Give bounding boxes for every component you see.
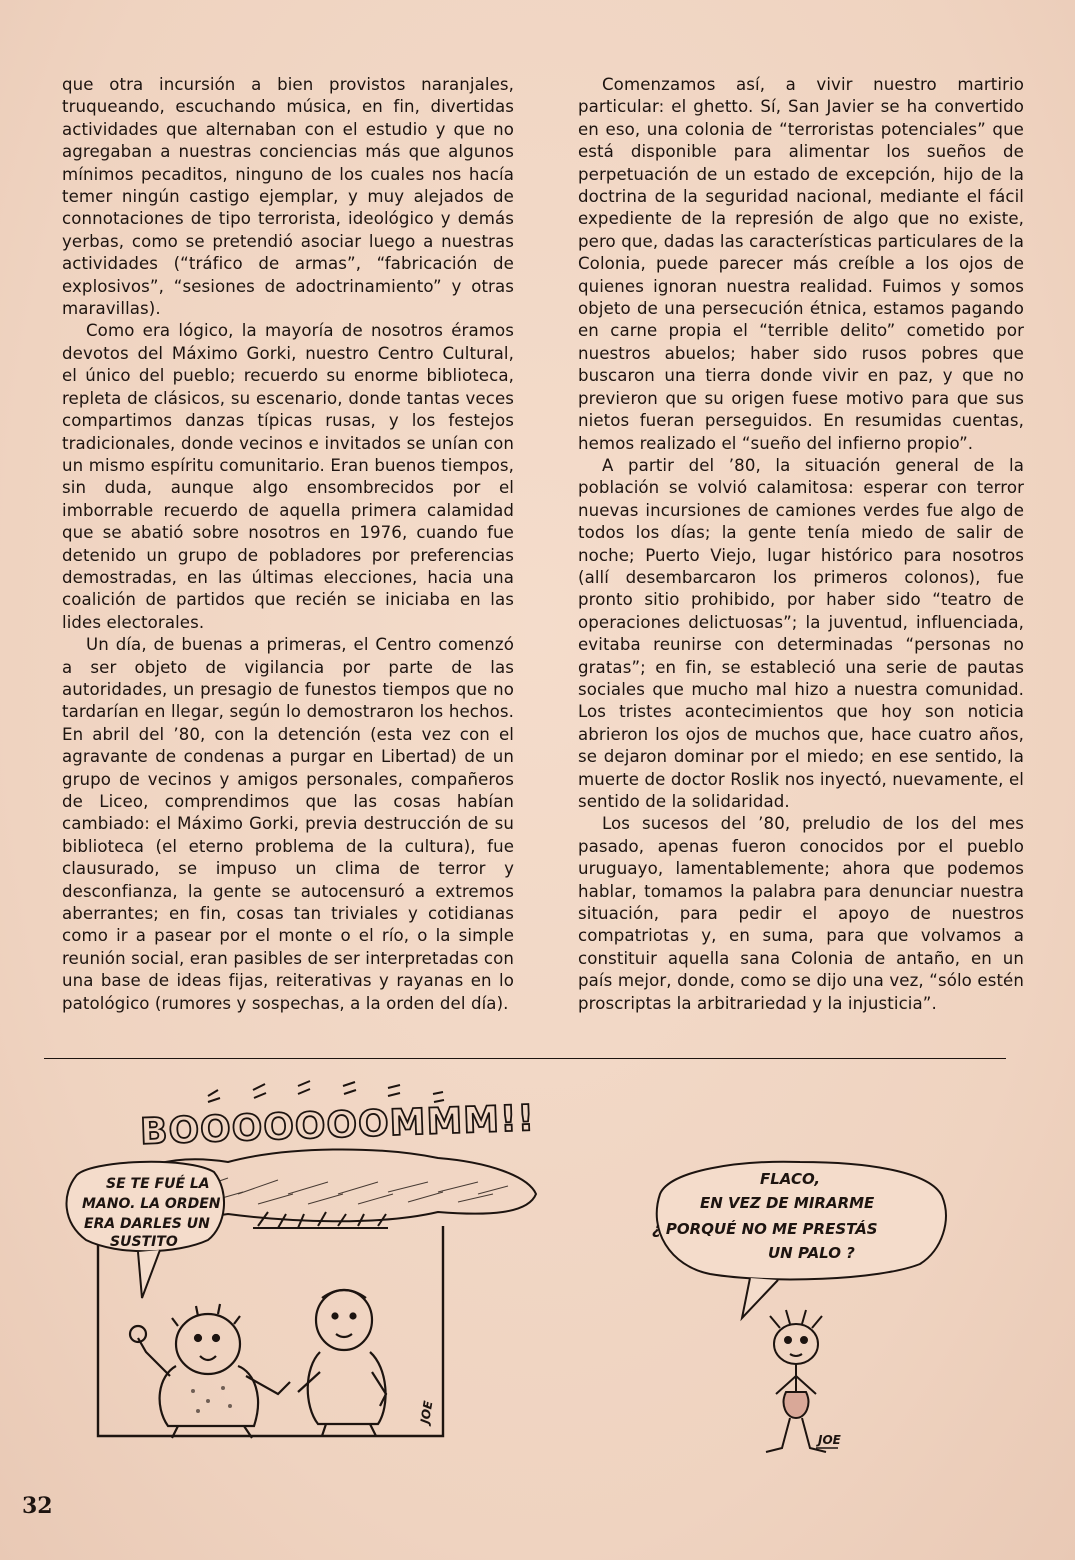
paragraph: Como era lógico, la mayoría de nosotros éramos devotos del Máximo Gorki, nuestro Centro Cultural, el único del pueblo; recuerdo su enorme biblioteca, repleta de clásicos, su escenario, donde tantas veces compartimos danzas típicas rusas, y los festejos tradicionales, donde vecinos e invitados se unían con un mismo espíritu comunitario. Eran buenos tiempos, sin duda, aunque algo ensombrecidos por el imborrable recuerdo de aquella primera calamidad que se abatió sobre nosotros en 1976, cuando fue detenido un grupo de pobladores por preferencias demostradas, en las últimas elecciones, hacia una coalición de partidos que recién se iniciaba en las lides electorales. xyxy=(62,321,514,632)
skinny-character-icon xyxy=(766,1310,826,1452)
explosion-cartoon xyxy=(58,1076,558,1466)
speech-line: EN VEZ DE MIRARME xyxy=(700,1194,875,1212)
motion-lines-icon xyxy=(208,1081,444,1102)
angry-soldier-figure-icon xyxy=(130,1304,290,1438)
speech-line: ERA DARLES UN xyxy=(84,1216,210,1232)
article-columns xyxy=(62,74,1024,1054)
right-column xyxy=(578,74,1024,1054)
artist-signature: JOE xyxy=(818,1433,841,1447)
page-number: 32 xyxy=(22,1493,53,1519)
boom-sound-text: BOOOOOOOMMM!! xyxy=(139,1098,536,1153)
worried-soldier-figure-icon xyxy=(298,1290,386,1436)
paragraph: Comenzamos así, a vivir nuestro martirio particular: el ghetto. Sí, San Javier se ha convertido en eso, una colonia de “terroristas potenciales” que está disponible para alimentar los sueños de perpetuación de un estado de excepción, hijo de la doctrina de la seguridad nacional, mediante el fácil expediente de la represión de algo que no existe, pero que, dadas las características particulares de la Colonia, puede parecer más creíble a los ojos de quienes ignoran nuestra realidad. Fuimos y somos objeto de una persecución étnica, estamos pagando en carne propia el “terrible delito” cometido por nuestros abuelos; haber sido rusos pobres que buscaron una tierra donde vivir en paz, y que no previeron que su origen fuese motivo para que sus nietos fueran perseguidos. En resumidas cuentas, hemos realizado el “sueño del infierno propio”. xyxy=(578,75,1024,453)
speech-line: FLACO, xyxy=(760,1170,821,1188)
speech-line: SE TE FUÉ LA xyxy=(106,1176,210,1192)
left-column xyxy=(62,74,514,1054)
speech-line: ¿ PORQUÉ NO ME PRESTÁS xyxy=(652,1220,878,1238)
paragraph: Los sucesos del ’80, preludio de los del mes pasado, apenas fueron conocidos por el pueblo uruguayo, lamentablemente; ahora que podemos hablar, tomamos la palabra para denunciar nuestra situación, para pedir el apoyo de nuestros compatriotas y, en suma, para que volvamos a constituir aquella sana Colonia de antaño, en un país mejor, donde, como se dijo una vez, “sólo estén proscriptas la arbitrariedad y la injusticia”. xyxy=(578,814,1024,1013)
artist-signature: JOE xyxy=(417,1399,436,1425)
speech-line: SUSTITO xyxy=(110,1234,178,1250)
divider-rule xyxy=(44,1058,1006,1059)
paragraph: A partir del ’80, la situación general de la población se volvió calamitosa: esperar con terror nuevas incursiones de camiones verdes fue algo de todos los días; la gente tenía miedo de salir de noche; Puerto Viejo, lugar histórico para nosotros (allí desembarcaron los primeros colonos), fue pronto sitio prohibido, por haber sido “teatro de operaciones delictuosas”; la juventud, influenciada, evitaba reunirse con determinadas “personas no gratas”; en fin, se estableció una serie de pautas sociales que mucho mal hizo a nuestra comunidad. Los tristes acontecimientos que hoy son noticia abrieron los ojos de muchos que, hace cuatro años, se dejaron dominar por el miedo; en ese sentido, la muerte de doctor Roslik nos inyectó, nuevamente, el sentido de la solidaridad. xyxy=(578,455,1024,811)
palo-cartoon xyxy=(630,1148,960,1478)
speech-line: UN PALO ? xyxy=(768,1244,855,1262)
paragraph: Un día, de buenas a primeras, el Centro comenzó a ser objeto de vigilancia por parte de las autoridades, un presagio de funestos tiempos que no tardarían en llegar, según lo demostraron los hechos. En abril del ’80, con la detención (esta vez con el agravante de condenas a purgar en Libertad) de un grupo de vecinos y amigos personales, compañeros de Liceo, comprendimos que las cosas habían cambiado: el Máximo Gorki, previa destrucción de su biblioteca (el eterno problema de la cultura), fue clausurado, se impuso un clima de terror y desconfianza, la gente se autocensuró a extremos aberrantes; en fin, cosas tan triviales y cotidianas como ir a pasear por el monte o el río, o la simple reunión social, eran pasibles de ser interpretadas con una base de ideas fijas, reiterativas y rayanas en lo patológico (rumores y sospechas, a la orden del día). xyxy=(62,635,514,1013)
paragraph: que otra incursión a bien provistos naranjales, truqueando, escuchando música, en fin, divertidas actividades que alternaban con el estudio y que no agregaban a nuestras conciencias más que algunos mínimos pecaditos, ninguno de los cuales nos hacía temer ningún castigo ejemplar, y muy alejados de connotaciones de tipo terrorista, ideológico y demás yerbas, como se pretendió asociar luego a nuestras actividades (“tráfico de armas”, “fabricación de explosivos”, “sesiones de adoctrinamiento” y otras maravillas). xyxy=(62,75,514,319)
speech-line: MANO. LA ORDEN xyxy=(82,1196,221,1212)
